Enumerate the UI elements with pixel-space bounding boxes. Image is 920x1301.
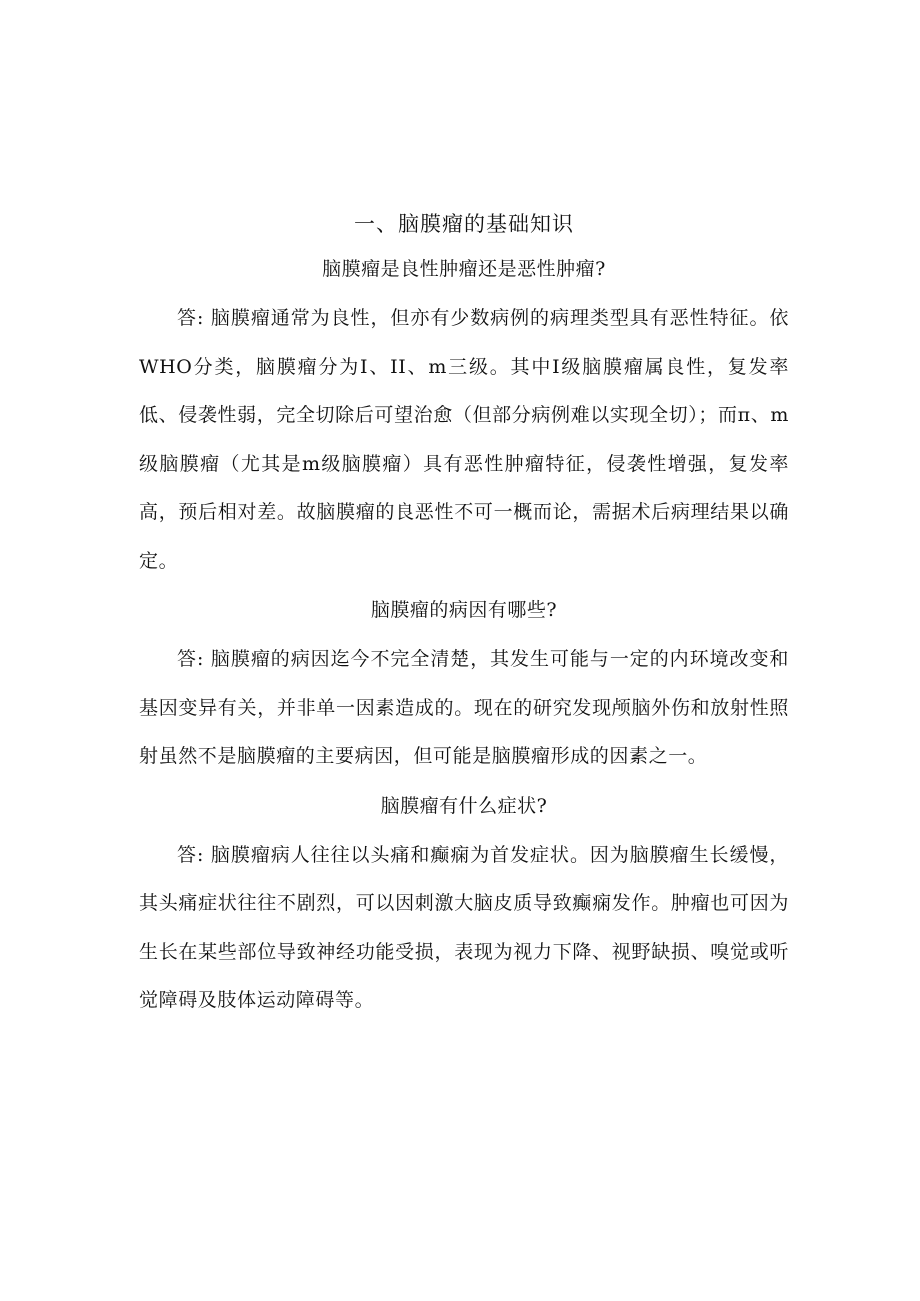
document-body: [139, 204, 789, 1025]
question-1: 脑膜瘤是良性肿瘤还是恶性肿瘤?: [322, 258, 606, 280]
question-2: 脑膜瘤的病因有哪些?: [370, 599, 558, 621]
question-3: 脑膜瘤有什么症状?: [380, 794, 548, 817]
answer-3: 答: 脑膜瘤病人往往以头痛和癫痫为首发症状。因为脑膜瘤生长缓慢，其头痛症状往往不剧烈，可以因刺激大脑皮质导致癫痫发作。肿瘤也可因为生长在某些部位导致神经功能受损，表现为视力下降、视野缺损、嗅觉或听觉障碍及肢体运动障碍等。: [139, 843, 789, 1011]
answer-2: 答: 脑膜瘤的病因迄今不完全清楚，其发生可能与一定的内环境改变和基因变异有关，并非单一因素造成的。现在的研究发现颅脑外伤和放射性照射虽然不是脑膜瘤的主要病因，但可能是脑膜瘤形成的因素之一。: [139, 648, 789, 767]
answer-1: 答: 脑膜瘤通常为良性，但亦有少数病例的病理类型具有恶性特征。依WHO分类，脑膜瘤分为Ⅰ、II、m三级。其中Ⅰ级脑膜瘤属良性，复发率低、侵袭性弱，完全切除后可望治愈（但部分病例难以实现全切）；而π、m级脑膜瘤（尤其是m级脑膜瘤）具有恶性肿瘤特征，侵袭性增强，复发率高，预后相对差。故脑膜瘤的良恶性不可一概而论，需据术后病理结果以确定。: [139, 307, 789, 572]
section-title: 一、脑膜瘤的基础知识: [354, 212, 574, 236]
